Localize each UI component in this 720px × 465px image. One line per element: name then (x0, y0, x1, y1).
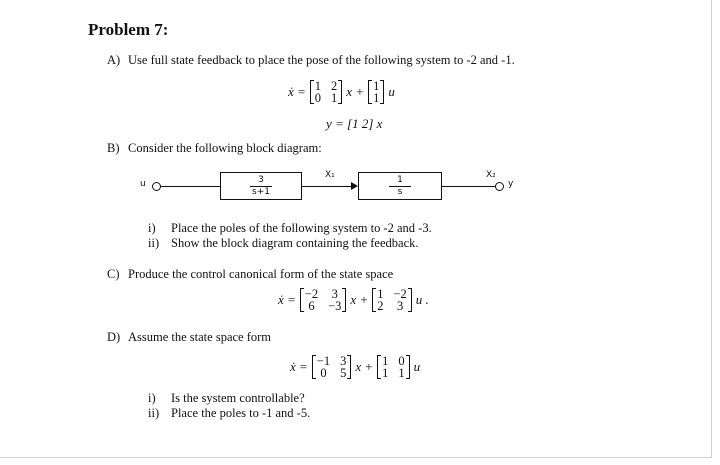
cell: 1 (373, 91, 380, 105)
cell: 1 (331, 91, 338, 105)
x-plus: x + (350, 292, 369, 307)
cell: 6 (308, 299, 315, 313)
matrix-a (300, 288, 347, 312)
matrix-b (377, 355, 410, 379)
xdot: ẋ = (278, 292, 296, 307)
matrix-b (368, 80, 384, 104)
cell: 1 (373, 79, 380, 93)
cell: 3 (340, 354, 347, 368)
u: u (413, 359, 421, 374)
output-node (495, 182, 504, 191)
cell: 0 (314, 91, 322, 105)
x-plus: x + (346, 84, 365, 99)
part-a-label: A) (107, 53, 121, 67)
part-c-label: C) (107, 267, 120, 281)
matrix-a (312, 355, 352, 379)
matrix-a (310, 80, 343, 104)
matrix-b (372, 288, 412, 312)
part-b-text: Consider the following block diagram: (128, 141, 322, 155)
u: u (388, 84, 395, 99)
cell: 1 (382, 366, 389, 380)
cell: 3 (331, 287, 338, 301)
cell: −2 (393, 287, 407, 301)
part-d-item-1-text: Is the system controllable? (171, 391, 305, 405)
cell: −1 (316, 354, 331, 368)
input-u-label: u (140, 179, 146, 189)
part-d-item-1-label: i) (148, 391, 156, 405)
cell: 2 (377, 299, 384, 313)
xdot: ẋ = (290, 359, 308, 374)
cell: 1 (398, 366, 405, 380)
cell: 1 (377, 287, 384, 301)
numerator: 1 (389, 175, 411, 187)
cell: 1 (314, 79, 322, 93)
part-d-item-2-text: Place the poles to -1 and -5. (171, 406, 311, 420)
part-b-item-2-text: Show the block diagram containing the feedback. (171, 236, 419, 250)
u: u . (415, 292, 429, 307)
part-d-item-2-label: ii) (148, 406, 160, 420)
part-b-label: B) (107, 141, 120, 155)
part-b-item-2-label: ii) (148, 236, 160, 250)
wire (441, 186, 496, 187)
cell: −2 (304, 287, 319, 301)
part-a-text: Use full state feedback to place the pose of the following system to -2 and -1. (128, 53, 515, 67)
cell: −3 (328, 299, 342, 313)
part-c-state-equation (278, 288, 429, 312)
denominator: s+1 (252, 187, 270, 197)
cell: 2 (331, 79, 338, 93)
wire (301, 186, 353, 187)
part-a-output-equation: y = [1 2] x (326, 116, 383, 131)
arrow-head-icon (351, 182, 358, 190)
part-c-text: Produce the control canonical form of the state space (128, 267, 394, 281)
numerator: 3 (250, 175, 272, 187)
part-b-item-1-text: Place the poles of the following system to -2 and -3. (171, 221, 432, 235)
problem-title: Problem 7: (88, 20, 169, 39)
part-d-state-equation (290, 355, 420, 379)
part-d-label: D) (107, 330, 121, 344)
cell: 0 (320, 366, 327, 380)
cell: 3 (397, 299, 404, 313)
input-node (152, 182, 161, 191)
block-3-over-s-plus-1 (220, 172, 302, 200)
cell: 1 (382, 354, 389, 368)
x-plus: x + (355, 359, 374, 374)
wire (161, 186, 221, 187)
part-a-state-equation (288, 80, 395, 104)
denominator: s (397, 187, 403, 197)
output-y-label: y (508, 179, 514, 189)
xdot: ẋ = (288, 84, 306, 99)
cell: 5 (340, 366, 347, 380)
x1-label: X₁ (325, 170, 335, 180)
part-d-text: Assume the state space form (128, 330, 272, 344)
part-b-item-1-label: i) (148, 221, 156, 235)
x2-label: X₂ (486, 170, 496, 180)
cell: 0 (398, 354, 405, 368)
block-1-over-s (358, 172, 442, 200)
